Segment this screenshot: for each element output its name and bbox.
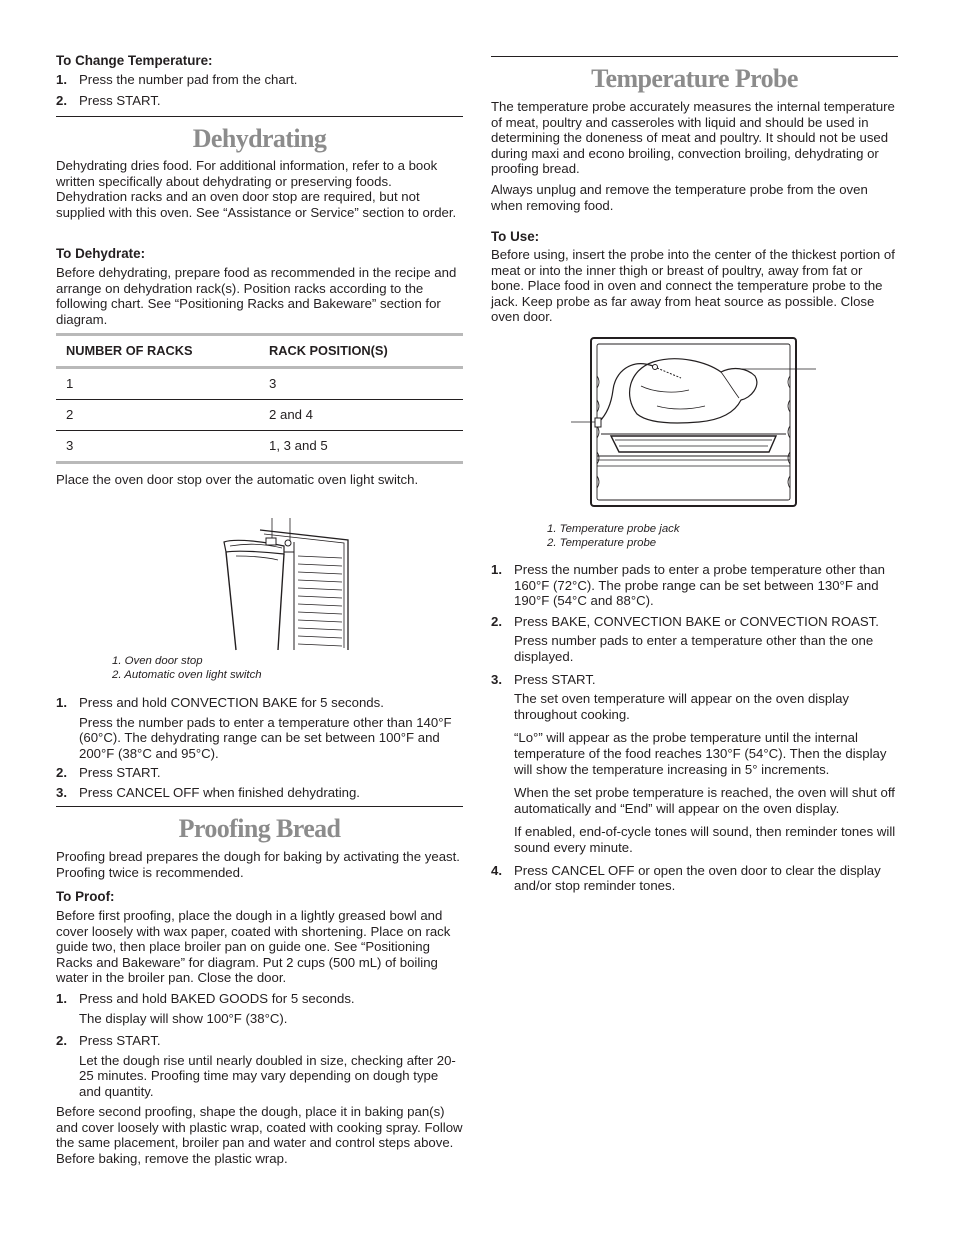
step-number: 3.	[491, 671, 502, 687]
step-detail: Let the dough rise until nearly doubled in size, checking after 20-25 minutes. Proofing time may vary depending on dough type and quantity.	[79, 1052, 456, 1099]
door-caption-2: 2. Automatic oven light switch	[112, 669, 262, 681]
change-temperature-steps	[56, 72, 463, 108]
to-dehydrate-heading: To Dehydrate:	[56, 246, 146, 261]
rack-position-table	[56, 333, 463, 464]
probe-caption-2: 2. Temperature probe	[547, 537, 657, 549]
table-bottom-rule	[56, 461, 463, 464]
list-item	[491, 614, 898, 665]
dehydrate-steps	[56, 695, 463, 801]
step-number: 4.	[491, 862, 502, 878]
temperature-probe-illustration	[571, 336, 821, 510]
step-text: Press and hold BAKED GOODS for 5 seconds.	[79, 991, 355, 1006]
table-cell: 3	[66, 438, 74, 454]
dehydrating-title: Dehydrating	[192, 124, 327, 153]
to-proof-text: Before first proofing, place the dough in a lightly greased bowl and cover loosely with wax paper, coated with shortening. Place on rack guide two, then place broiler pan on guide one. See “Positioning Racks and Bakeware” for diagram. Put 2 cups (500 mL) of boiling water in the broiler pan. Close the door.	[56, 908, 451, 986]
step-detail: If enabled, end-of-cycle tones will sound, then reminder tones will sound every minute.	[514, 824, 896, 855]
list-item	[491, 672, 898, 856]
step-detail: When the set probe temperature is reached, the oven will shut off automatically and “End” will appear on the oven display.	[514, 785, 895, 816]
list-item	[56, 785, 463, 801]
list-item	[491, 863, 898, 894]
to-use-text: Before using, insert the probe into the center of the thickest portion of meat or into the inner thigh or breast of poultry, away from fat or bone. Place food in oven and connect the temperature probe to the jack. Keep probe as far away from heat source as possible. Close oven door.	[491, 247, 895, 325]
probe-title: Temperature Probe	[591, 64, 798, 93]
proofing-intro: Proofing bread prepares the dough for baking by activating the yeast. Proofing twice is recommended.	[56, 849, 460, 880]
step-number: 3.	[56, 784, 67, 800]
step-number: 1.	[491, 562, 502, 577]
proof-steps	[56, 991, 463, 1100]
step-detail: “Lo°” will appear as the probe temperature until the internal temperature of the food reaches 130°F (54°C). Then the display will show the temperature increasing in 5° increments.	[514, 730, 887, 777]
to-use-heading: To Use:	[491, 229, 540, 244]
step-text: Press BAKE, CONVECTION BAKE or CONVECTION ROAST.	[514, 613, 879, 629]
probe-steps	[491, 562, 898, 894]
step-text: Press and hold CONVECTION BAKE for 5 seconds.	[79, 695, 384, 710]
door-stop-text: Place the oven door stop over the automatic oven light switch.	[56, 472, 419, 487]
column-header: NUMBER OF RACKS	[66, 343, 193, 359]
list-item	[56, 991, 463, 1026]
table-cell: 1	[66, 376, 74, 392]
list-item	[56, 1033, 463, 1099]
table-cell: 1, 3 and 5	[269, 438, 328, 454]
table-cell: 2	[66, 407, 74, 423]
step-text: Press the number pad from the chart.	[79, 72, 298, 87]
step-number: 1.	[56, 991, 67, 1006]
probe-caption-1: 1. Temperature probe jack	[547, 523, 680, 535]
step-detail: The set oven temperature will appear on the oven display throughout cooking.	[514, 691, 850, 722]
step-number: 2.	[56, 765, 67, 781]
list-item	[56, 93, 463, 109]
step-number: 1.	[56, 695, 67, 710]
change-temperature-heading: To Change Temperature:	[56, 53, 213, 68]
table-header-row	[56, 336, 463, 366]
section-divider	[56, 116, 463, 117]
step-text: Press the number pads to enter a probe temperature other than 160°F (72°C). The probe range can be set between 130°F and 190°F (54°C and 88°C).	[514, 562, 885, 609]
proofing-title: Proofing Bread	[178, 814, 341, 843]
step-number: 2.	[56, 1033, 67, 1049]
probe-intro-1: The temperature probe accurately measures the internal temperature of meat, poultry and casseroles with liquid and should be used in determining the doneness of meat and poultry. It should not be used during maxi and econo broiling, convection broiling, dehydrating or proofing bread.	[491, 99, 895, 177]
probe-intro-2: Always unplug and remove the temperature probe from the oven when removing food.	[491, 182, 868, 213]
list-item	[56, 72, 463, 88]
step-number: 1.	[56, 72, 67, 87]
step-detail: The display will show 100°F (38°C).	[79, 1010, 288, 1026]
to-proof-heading: To Proof:	[56, 889, 115, 904]
section-divider	[491, 56, 898, 57]
door-caption-1: 1. Oven door stop	[112, 655, 203, 667]
step-text: Press START.	[514, 671, 596, 687]
table-row	[56, 400, 463, 431]
table-cell: 2 and 4	[269, 407, 313, 423]
oven-door-stop-illustration	[166, 512, 406, 654]
step-text: Press CANCEL OFF when finished dehydrating.	[79, 784, 360, 800]
step-number: 2.	[56, 92, 67, 108]
table-row	[56, 369, 463, 400]
step-detail: Press number pads to enter a temperature other than the one displayed.	[514, 633, 874, 664]
table-cell: 3	[269, 376, 277, 392]
dehydrating-intro: Dehydrating dries food. For additional information, refer to a book written specifically about dehydrating or preserving foods. Dehydration racks and an oven door stop are required, but not supplied with this oven. See “Assistance or Service” section to order.	[56, 158, 457, 220]
step-text: Press START.	[79, 765, 161, 781]
list-item	[491, 562, 898, 609]
to-dehydrate-text: Before dehydrating, prepare food as recommended in the recipe and arrange on dehydration rack(s). Position racks according to the following chart. See “Positioning Racks and Bakeware” section for diagram.	[56, 265, 457, 327]
step-text: Press START.	[79, 1033, 161, 1049]
step-text: Press CANCEL OFF or open the oven door to clear the display and/or stop reminder tones.	[514, 862, 881, 894]
step-detail: Press the number pads to enter a temperature other than 140°F (60°C). The dehydrating range can be set between 100°F and 200°F (38°C and 95°C).	[79, 714, 452, 761]
step-number: 2.	[491, 613, 502, 629]
proofing-outro: Before second proofing, shape the dough, place it in baking pan(s) and cover loosely with plastic wrap, coated with cooking spray. Follow the same placement, broiler pan and water and control steps above. Before baking, remove the plastic wrap.	[56, 1104, 463, 1166]
table-row	[56, 431, 463, 462]
list-item	[56, 695, 463, 761]
list-item	[56, 765, 463, 781]
section-divider	[56, 806, 463, 807]
step-text: Press START.	[79, 92, 161, 108]
column-header: RACK POSITION(S)	[269, 343, 388, 359]
